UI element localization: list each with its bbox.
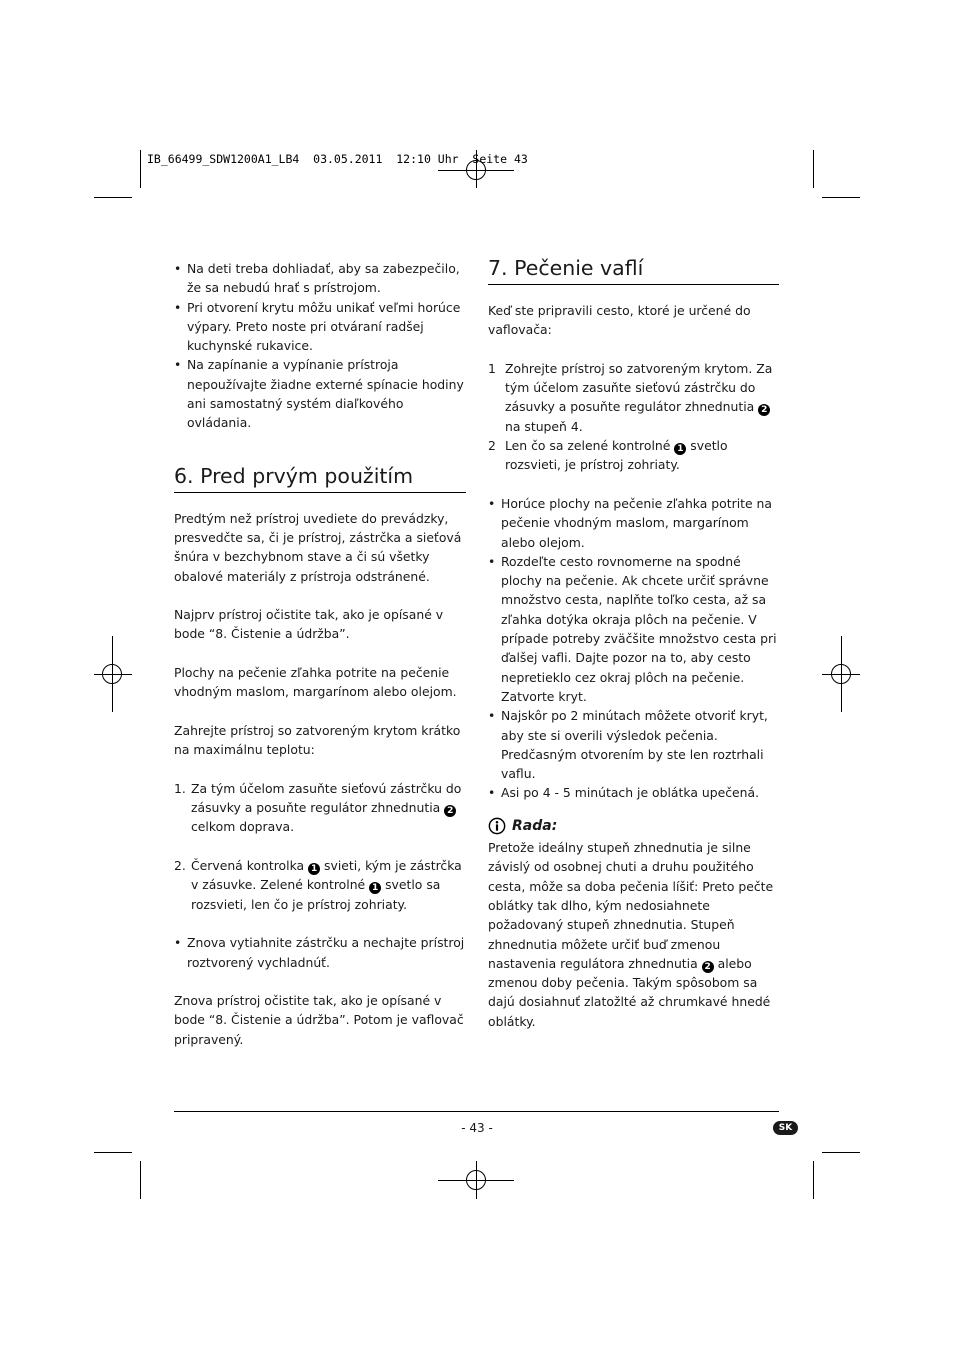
step-text xyxy=(505,436,779,475)
step-text-part: Červená kontrolka xyxy=(191,858,305,874)
tip-text-part: alebo zmenou doby pečenia. Takým spôsobom sa dajú dosiahnuť zlatožlté až chrumkavé hnedé oblátky. xyxy=(488,955,771,1029)
numbered-step xyxy=(488,359,779,436)
right-column xyxy=(488,255,779,1031)
step-text xyxy=(505,359,779,436)
tip-text xyxy=(488,838,779,1031)
crop-mark xyxy=(140,150,141,188)
crop-mark xyxy=(822,197,860,198)
registration-mark xyxy=(466,1170,486,1190)
indicator-light-badge: 1 xyxy=(308,863,320,875)
bullet-text: Na deti treba dohliadať, aby sa zabezpečilo, že sa nebudú hrať s prístrojom. xyxy=(187,261,460,296)
step-text-part: svetlo sa rozsvieti, len čo je prístroj zohriaty. xyxy=(191,877,441,912)
bullet-text: Pri otvorení krytu môžu unikať veľmi horúce výpary. Preto noste pri otváraní radšej kuchynské rukavice. xyxy=(187,299,461,354)
step-text-part: svieti, kým je zástrčka v zásuvke. Zelené kontrolné xyxy=(191,858,462,893)
step-number: 1 xyxy=(488,360,496,376)
bullet-mark: • xyxy=(174,357,182,373)
bullet-mark: • xyxy=(488,553,496,569)
info-icon xyxy=(488,817,506,835)
left-column xyxy=(174,259,466,1049)
crop-mark xyxy=(94,1152,132,1153)
tip-title: Rada: xyxy=(512,817,558,834)
page-number: - 43 - xyxy=(461,1121,493,1135)
bullet-mark: • xyxy=(174,299,182,315)
list-item xyxy=(174,933,466,972)
bullet-text: Asi po 4 - 5 minútach je oblátka upečená. xyxy=(501,785,760,801)
numbered-step xyxy=(174,856,466,914)
crop-mark xyxy=(140,1161,141,1199)
list-item xyxy=(488,494,779,552)
indicator-light-badge: 1 xyxy=(369,882,381,894)
print-slug: IB_66499_SDW1200A1_LB4 03.05.2011 12:10 Uhr Seite 43 xyxy=(147,152,528,166)
step-number: 1. xyxy=(174,780,186,796)
crop-mark xyxy=(813,150,814,188)
list-item xyxy=(174,355,466,432)
list-item xyxy=(174,259,466,298)
crop-mark xyxy=(822,1152,860,1153)
paragraph: Predtým než prístroj uvediete do prevádzky, presvedčte sa, či je prístroj, zástrčka a sieťová šnúra v bezchybnom stave a či sú všetky obalové materiály z prístroja odstránené. xyxy=(174,510,462,584)
tip-heading xyxy=(488,817,779,836)
bullet-text: Horúce plochy na pečenie zľahka potrite na pečenie vhodným maslom, margarínom alebo olejom. xyxy=(501,495,773,550)
language-badge: SK xyxy=(773,1121,798,1135)
crop-mark xyxy=(813,1161,814,1199)
bullet-text: Znova vytiahnite zástrčku a nechajte prístroj roztvorený vychladnúť. xyxy=(187,935,465,970)
bullet-mark: • xyxy=(488,785,496,801)
crop-mark xyxy=(94,197,132,198)
bullet-text: Rozdeľte cesto rovnomerne na spodné plochy na pečenie. Ak chcete určiť správne množstvo cesta, naplňte toľko cesta, až sa zľahka dotýka okraja plôch na pečenie. V prípade potreby zväčšite množstvo cesta pri ďalšej vafli. Dajte pozor na to, aby cesto nepretieklo cez okraj plôch na pečenie. Zatvorte kryt. xyxy=(501,553,777,704)
section-heading: 6. Pred prvým použitím xyxy=(174,463,466,493)
indicator-light-badge: 1 xyxy=(674,443,686,455)
paragraph: Zahrejte prístroj so zatvoreným krytom krátko na maximálnu teplotu: xyxy=(174,722,461,758)
paragraph: Znova prístroj očistite tak, ako je opísané v bode “8. Čistenie a údržba”. Potom je vaflovač pripravený. xyxy=(174,993,464,1047)
list-item xyxy=(488,552,779,706)
paragraph: Plochy na pečenie zľahka potrite na pečenie vhodným maslom, margarínom alebo olejom. xyxy=(174,665,457,700)
bullet-mark: • xyxy=(174,261,182,276)
step-text xyxy=(191,779,466,837)
step-text-part: celkom doprava. xyxy=(191,819,295,835)
step-number: 2. xyxy=(174,858,186,874)
step-text-part: svetlo rozsvieti, je prístroj zohriaty. xyxy=(505,438,728,473)
footer-divider xyxy=(174,1111,779,1112)
numbered-step xyxy=(488,436,779,475)
step-text-part: Za tým účelom zasuňte sieťovú zástrčku do zásuvky a posuňte regulátor zhnednutia xyxy=(191,780,462,816)
section-heading: 7. Pečenie vaflí xyxy=(488,255,779,285)
tip-text-part: Pretože ideálny stupeň zhnednutia je silne závislý od osobnej chuti a druhu použitého cesta, môže sa doba pečenia líšiť: Preto pečte oblátky tak dlho, kým nedosiahnete požadovaný stupeň zhnednutia. Stupeň zhnednutia môžete určiť buď zmenou nastavenia regulátora zhnednutia xyxy=(488,840,774,971)
registration-mark xyxy=(831,664,851,684)
bullet-text: Na zapínanie a vypínanie prístroja nepoužívajte žiadne externé spínacie hodiny ani samostatný systém diaľkového ovládania. xyxy=(187,357,464,431)
paragraph: Keď ste pripravili cesto, ktoré je určené do vaflovača: xyxy=(488,303,751,338)
step-text-part: Len čo sa zelené kontrolné xyxy=(505,438,671,454)
list-item xyxy=(488,706,779,783)
bullet-mark: • xyxy=(488,708,496,724)
registration-mark xyxy=(102,664,122,684)
step-text-part: Zohrejte prístroj so zatvoreným krytom. Za tým účelom zasuňte sieťovú zástrčku do zásuvky a posuňte regulátor zhnednutia xyxy=(505,360,773,415)
step-text-part: na stupeň 4. xyxy=(505,418,583,434)
step-text xyxy=(191,856,466,914)
browning-control-badge: 2 xyxy=(444,805,456,817)
browning-control-badge: 2 xyxy=(702,961,714,973)
bullet-mark: • xyxy=(488,495,496,511)
list-item xyxy=(488,783,779,802)
step-number: 2 xyxy=(488,438,496,454)
numbered-step xyxy=(174,779,466,837)
paragraph: Najprv prístroj očistite tak, ako je opísané v bode “8. Čistenie a údržba”. xyxy=(174,607,444,642)
list-item xyxy=(174,298,466,356)
bullet-text: Najskôr po 2 minútach môžete otvoriť kryt, aby ste si overili výsledok pečenia. Predčasným otvorením by ste len roztrhali vaflu. xyxy=(501,708,768,782)
bullet-mark: • xyxy=(174,935,182,951)
browning-control-badge: 2 xyxy=(758,404,770,416)
